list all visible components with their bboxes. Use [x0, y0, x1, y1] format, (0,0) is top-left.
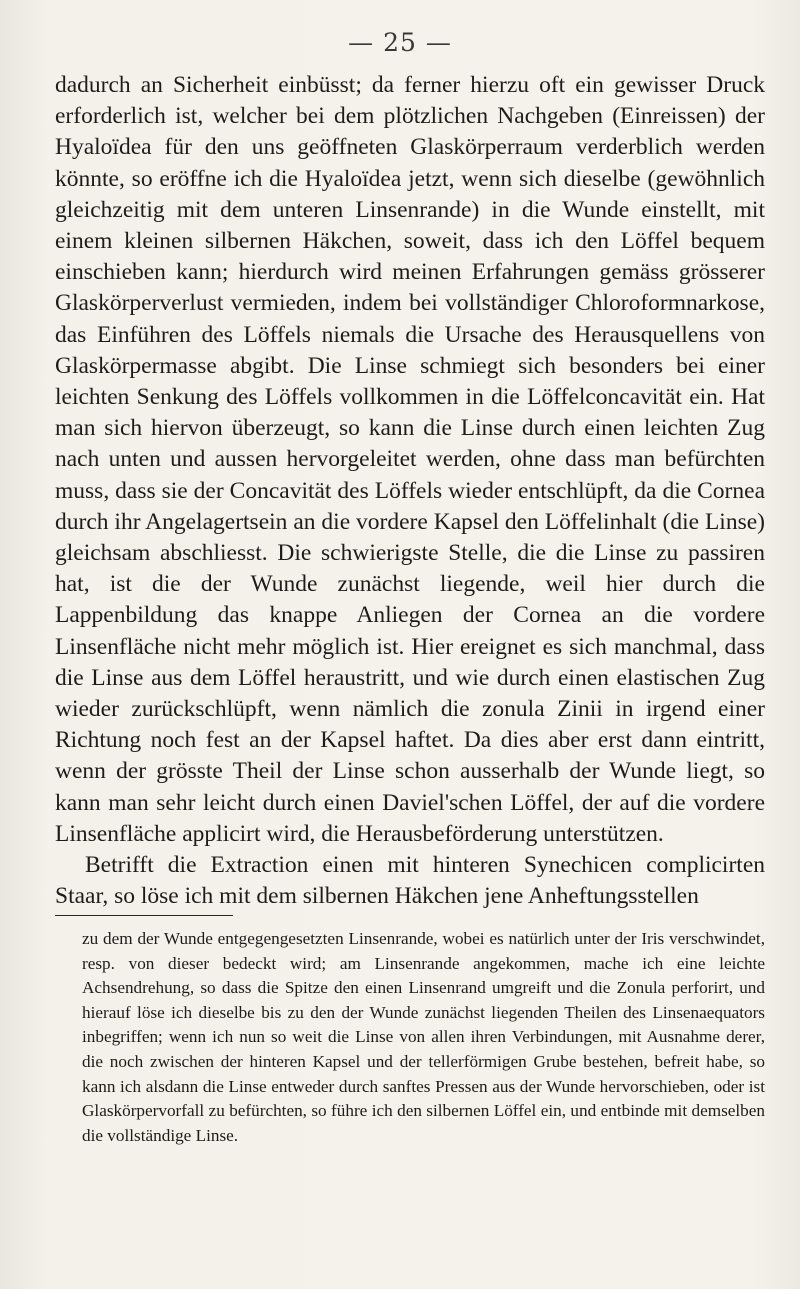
- footnote-divider: [55, 915, 233, 916]
- paragraph-2: Betrifft die Extraction einen mit hinteren Synechicen complicirten Staar, so löse ich mit dem silbernen Häkchen jene Anheftungsstellen: [55, 852, 765, 910]
- footnote: [82, 927, 765, 1148]
- footnote-text: zu dem der Wunde entgegengesetzten Linsenrande, wobei es natürlich unter der Iris verschwindet, resp. von dieser bedeckt wird; am Linsenrande angekommen, mache ich eine leichte Achsendrehung, so dass die Spitze den einen Linsenrand umgreift und die Zonula perforirt, und hierauf löse ich dieselbe bis zu den der Wunde zunächst liegenden Theilen des Linsenaequators inbegriffen; wenn ich nun so weit die Linse von allen ihren Verbindungen, mit Ausnahme derer, die noch zwischen der hinteren Kapsel und der tellerförmigen Grube bestehen, befreit habe, so kann ich alsdann die Linse entweder durch sanftes Pressen aus der Wunde hervorschieben, oder ist Glaskörpervorfall zu befürchten, so führe ich den silbernen Löffel ein, und entbinde mit demselben die vollständige Linse.: [82, 929, 765, 1145]
- paragraph-1: dadurch an Sicherheit einbüsst; da ferner hierzu oft ein gewisser Druck erforderlich ist, welcher bei dem plötzlichen Nachgeben (Einreissen) der Hyaloïdea für den uns geöffneten Glaskörperraum verderblich werden könnte, so eröffne ich die Hyaloïdea jetzt, wenn sich dieselbe (gewöhnlich gleichzeitig mit dem unteren Linsenrande) in die Wunde einstellt, mit einem kleinen silbernen Häkchen, soweit, dass ich den Löffel bequem einschieben kann; hierdurch wird meinen Erfahrungen gemäss grösserer Glaskörperverlust vermieden, indem bei vollständiger Chloroformnarkose, das Einführen des Löffels niemals die Ursache des Herausquellens von Glaskörpermasse abgibt. Die Linse schmiegt sich besonders bei einer leichten Senkung des Löffels vollkommen in die Löffelconcavität ein. Hat man sich hiervon überzeugt, so kann die Linse durch einen leichten Zug nach unten und aussen hervorgeleitet werden, ohne dass man befürchten muss, dass sie der Concavität des Löffels wieder entschlüpft, da die Cornea durch ihr Angelagertsein an die vordere Kapsel den Löffelinhalt (die Linse) gleichsam abschliesst. Die schwierigste Stelle, die die Linse zu passiren hat, ist die der Wunde zunächst liegende, weil hier durch die Lappenbildung das knappe Anliegen der Cornea an die vordere Linsenfläche nicht mehr möglich ist. Hier ereignet es sich manchmal, dass die Linse aus dem Löffel heraustritt, und wie durch einen elastischen Zug wieder zurückschlüpft, wenn nämlich die zonula Zinii in irgend einer Richtung noch fest an der Kapsel haftet. Da dies aber erst dann eintritt, wenn der grösste Theil der Linse schon ausserhalb der Wunde liegt, so kann man sehr leicht durch einen Daviel'schen Löffel, der auf die vordere Linsenfläche applicirt wird, die Herausbeförderung unterstützen.: [55, 72, 765, 847]
- main-text: [55, 70, 765, 912]
- page-number: — 25 —: [348, 28, 452, 57]
